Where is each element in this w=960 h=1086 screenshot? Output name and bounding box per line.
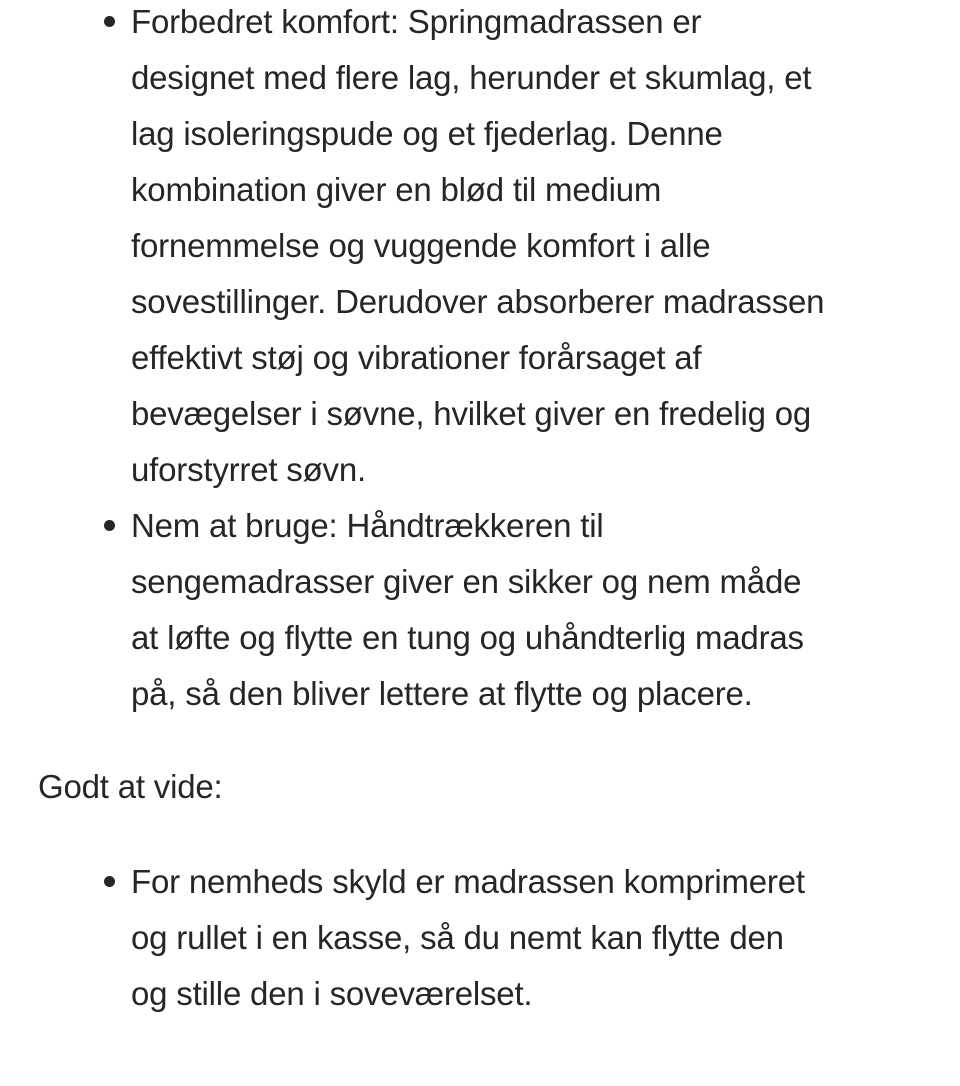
text-line: og rullet i en kasse, så du nemt kan flytte den [131,919,784,956]
bullet-icon [104,16,115,27]
bullet-icon [104,876,115,887]
good-to-know-list [0,854,960,1022]
feature-item-easy-to-use [0,498,960,722]
text-line: på, så den bliver lettere at flytte og placere. [131,675,753,712]
text-line: og stille den i soveværelset. [131,975,533,1012]
good-to-know-heading: Godt at vide: [38,768,223,805]
text-line: sengemadrasser giver en sikker og nem måde [131,563,802,600]
text-line: uforstyrret søvn. [131,451,366,488]
text-line: bevægelser i søvne, hvilket giver en fredelig og [131,395,812,432]
text-line: fornemmelse og vuggende komfort i alle [131,227,711,264]
text-line: For nemheds skyld er madrassen komprimeret [131,863,805,900]
text-line: kombination giver en blød til medium [131,171,662,208]
text-line: sovestillinger. Derudover absorberer madrassen [131,283,825,320]
text-line: designet med flere lag, herunder et skumlag, et [131,59,812,96]
text-line: Nem at bruge: Håndtrækkeren til [131,507,604,544]
text-line: at løfte og flytte en tung og uhåndterlig madras [131,619,804,656]
bullet-icon [104,520,115,531]
text-line: effektivt støj og vibrationer forårsaget af [131,339,702,376]
text-line: lag isoleringspude og et fjederlag. Denne [131,115,723,152]
good-to-know-item [0,854,960,1022]
text-line: Forbedret komfort: Springmadrassen er [131,3,702,40]
feature-item-comfort [0,0,960,498]
